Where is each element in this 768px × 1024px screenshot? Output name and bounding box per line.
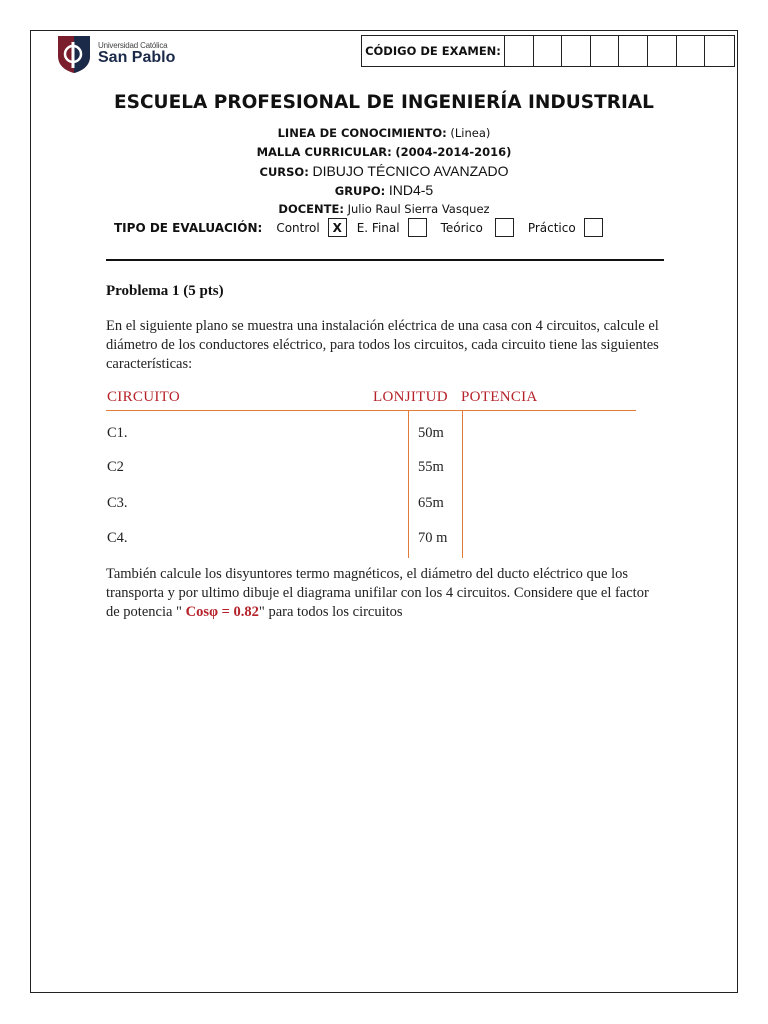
problem-intro: En el siguiente plano se muestra una instalación eléctrica de una casa con 4 circuitos, calcule el diámetro de los conductores eléctrico, para todos los circuitos, cada circuito tiene las siguientes características: (106, 318, 659, 372)
meta-malla (0, 143, 768, 161)
evaluation-option-label: Control (276, 220, 320, 235)
table-header-circuit: CIRCUITO (107, 389, 180, 405)
meta-linea (0, 124, 768, 142)
evaluation-label: TIPO DE EVALUACIÓN: (114, 220, 263, 235)
evaluation-checkbox-final[interactable] (408, 218, 427, 237)
exam-code-box (361, 35, 735, 67)
table-header-length: LONJITUD (373, 389, 448, 405)
evaluation-option-label: Práctico (527, 220, 576, 235)
meta-linea-value: (Linea) (450, 126, 491, 140)
meta-malla-label: MALLA CURRICULAR: (256, 145, 392, 159)
evaluation-checkbox-teorico[interactable] (495, 218, 514, 237)
problem-title: Problema 1 (5 pts) (106, 283, 224, 299)
exam-code-cell[interactable] (648, 36, 677, 66)
exam-code-cell[interactable] (562, 36, 591, 66)
header-divider (106, 259, 664, 261)
evaluation-option-label: Teórico (440, 220, 483, 235)
exam-code-cell[interactable] (705, 36, 734, 66)
table-cell-circuit: C3. (107, 495, 128, 511)
exam-code-label: CÓDIGO DE EXAMEN: (362, 36, 505, 66)
exam-code-cell[interactable] (677, 36, 706, 66)
table-header-line (106, 410, 636, 411)
table-column-divider (462, 410, 463, 558)
power-factor: Cosφ = 0.82 (185, 604, 259, 620)
meta-docente-value: Julio Raul Sierra Vasquez (347, 202, 490, 216)
university-shield-icon (54, 34, 94, 74)
meta-linea-label: LINEA DE CONOCIMIENTO: (277, 126, 447, 140)
meta-grupo-label: GRUPO: (334, 184, 386, 198)
school-title: ESCUELA PROFESIONAL DE INGENIERÍA INDUSTRIAL (114, 92, 654, 113)
logo-line2: San Pablo (98, 49, 176, 66)
table-cell-length: 50m (418, 425, 444, 441)
table-cell-length: 65m (418, 495, 444, 511)
table-cell-circuit: C4. (107, 530, 128, 546)
table-cell-length: 70 m (418, 530, 448, 546)
evaluation-option-label: E. Final (356, 220, 400, 235)
evaluation-checkbox-control[interactable]: X (328, 218, 347, 237)
exam-code-cell[interactable] (534, 36, 563, 66)
table-column-divider (408, 410, 409, 558)
exam-code-cell[interactable] (505, 36, 534, 66)
exam-code-cell[interactable] (591, 36, 620, 66)
evaluation-checkbox-practico[interactable] (584, 218, 603, 237)
meta-docente-label: DOCENTE: (278, 202, 344, 216)
exam-code-cell[interactable] (619, 36, 648, 66)
table-header-power: POTENCIA (461, 389, 538, 405)
university-logo (54, 34, 175, 74)
meta-docente (0, 200, 768, 218)
problem-outro-text: También calcule los disyuntores termo magnéticos, el diámetro del ducto eléctrico que los transporta y por ultimo dibuje el diagrama unifilar con los 4 circuitos. Considere que el factor de potencia " (106, 566, 649, 620)
meta-grupo (0, 181, 768, 200)
table-cell-circuit: C1. (107, 425, 128, 441)
meta-curso-value: DIBUJO TÉCNICO AVANZADO (312, 163, 509, 179)
table-cell-length: 55m (418, 459, 444, 475)
meta-curso-label: CURSO: (259, 165, 309, 179)
logo-line1: Universidad Católica (98, 41, 168, 50)
problem-outro-end: " para todos los circuitos (258, 604, 403, 620)
table-cell-circuit: C2 (107, 459, 124, 475)
meta-grupo-value: IND4-5 (388, 182, 434, 198)
problem-outro (106, 565, 666, 622)
evaluation-type (114, 218, 613, 237)
meta-malla-value: (2004-2014-2016) (395, 145, 512, 159)
meta-curso (0, 162, 768, 181)
